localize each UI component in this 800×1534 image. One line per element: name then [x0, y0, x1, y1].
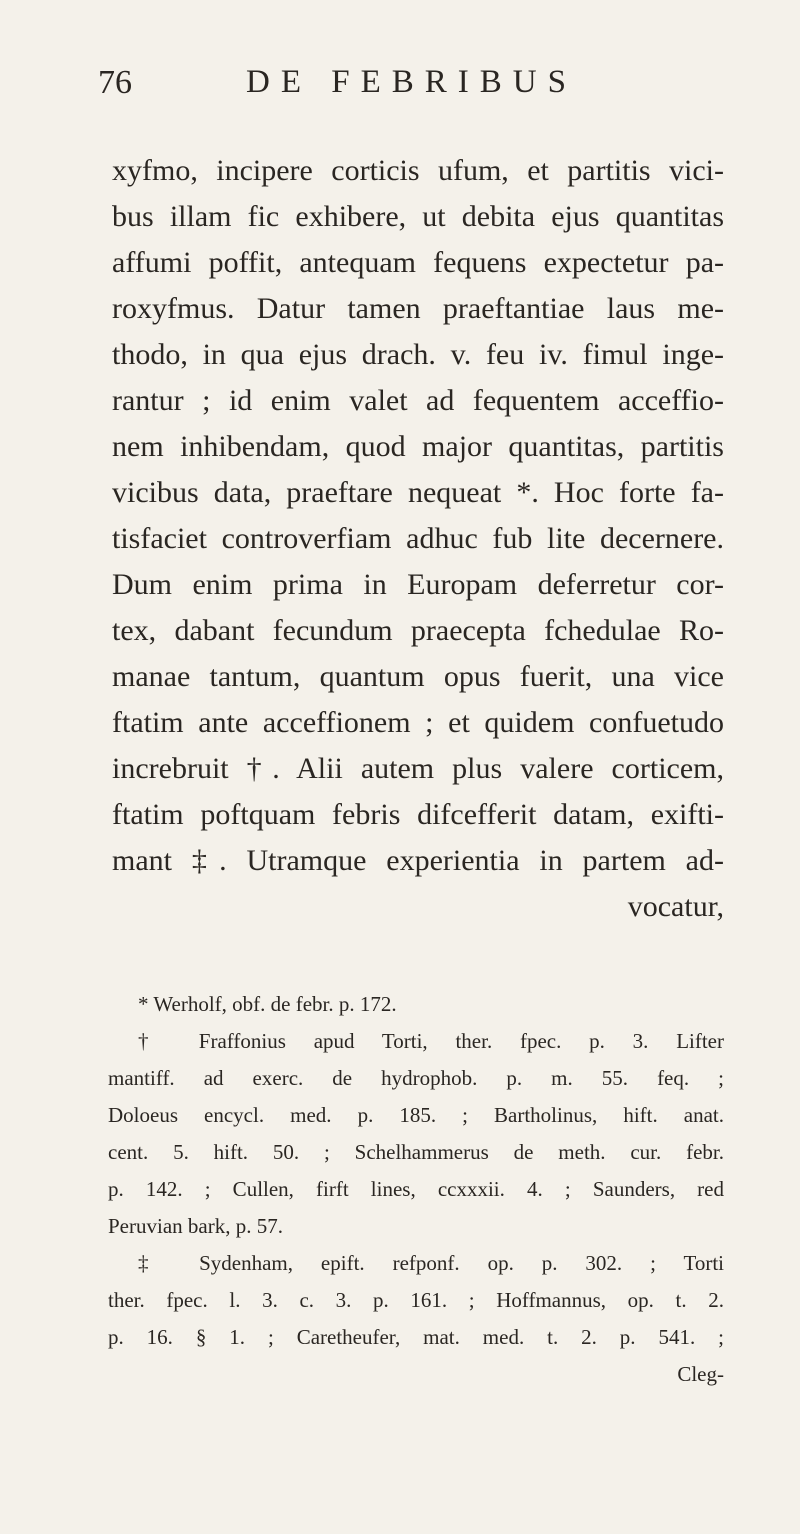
- footnote-line: p. 142. ; Cullen, firft lines, ccxxxii. 4. ; Saunders, red: [108, 1177, 724, 1201]
- text-line: ftatim poftquam febris difcefferit datam, exifti-: [112, 798, 724, 831]
- text-line: bus illam fic exhibere, ut debita ejus quantitas: [112, 200, 724, 233]
- footnote-line: † Fraffonius apud Torti, ther. fpec. p. 3. Lifter: [138, 1029, 724, 1053]
- text-line: affumi poffit, antequam fequens expectetur pa-: [112, 246, 724, 279]
- text-line: rantur ; id enim valet ad fequentem acceffio-: [112, 384, 724, 417]
- footnote-line: Peruvian bark, p. 57.: [108, 1214, 283, 1238]
- running-head: [98, 64, 718, 114]
- text-line: vicibus data, praeftare nequeat *. Hoc forte fa-: [112, 476, 724, 509]
- text-line: ftatim ante acceffionem ; et quidem confuetudo: [112, 706, 724, 739]
- text-line: Dum enim prima in Europam deferretur cor-: [112, 568, 724, 601]
- text-line: tex, dabant fecundum praecepta fchedulae Ro-: [112, 614, 724, 647]
- footnote-line: cent. 5. hift. 50. ; Schelhammerus de meth. cur. febr.: [108, 1140, 724, 1164]
- text-line: increbruit †. Alii autem plus valere corticem,: [112, 752, 724, 785]
- footnotes: [108, 986, 724, 1393]
- text-line: nem inhibendam, quod major quantitas, partitis: [112, 430, 724, 463]
- footnote-line: Doloeus encycl. med. p. 185. ; Bartholinus, hift. anat.: [108, 1103, 724, 1127]
- footnote-line: ‡ Sydenham, epift. refponf. op. p. 302. ; Torti: [138, 1251, 724, 1275]
- catchword: Cleg-: [677, 1362, 724, 1386]
- text-line: manae tantum, quantum opus fuerit, una vice: [112, 660, 724, 693]
- footnote-line: p. 16. § 1. ; Caretheufer, mat. med. t. 2. p. 541. ;: [108, 1325, 724, 1349]
- text-line: thodo, in qua ejus drach. v. feu iv. fimul inge-: [112, 338, 724, 371]
- text-line: roxyfmus. Datur tamen praeftantiae laus me-: [112, 292, 724, 325]
- text-line: tisfaciet controverfiam adhuc fub lite decernere.: [112, 522, 724, 555]
- text-line: xyfmo, incipere corticis ufum, et partitis vici-: [112, 154, 724, 187]
- footnote-line: * Werholf, obf. de febr. p. 172.: [138, 992, 397, 1016]
- catchword: vocatur,: [627, 890, 724, 923]
- main-text: [112, 148, 724, 930]
- page-number: 76: [98, 64, 132, 101]
- text-line: mant ‡. Utramque experientia in partem ad-: [112, 844, 724, 877]
- running-title: DE FEBRIBUS: [246, 64, 577, 100]
- footnote-line: mantiff. ad exerc. de hydrophob. p. m. 55. feq. ;: [108, 1066, 724, 1090]
- footnote-line: ther. fpec. l. 3. c. 3. p. 161. ; Hoffmannus, op. t. 2.: [108, 1288, 724, 1312]
